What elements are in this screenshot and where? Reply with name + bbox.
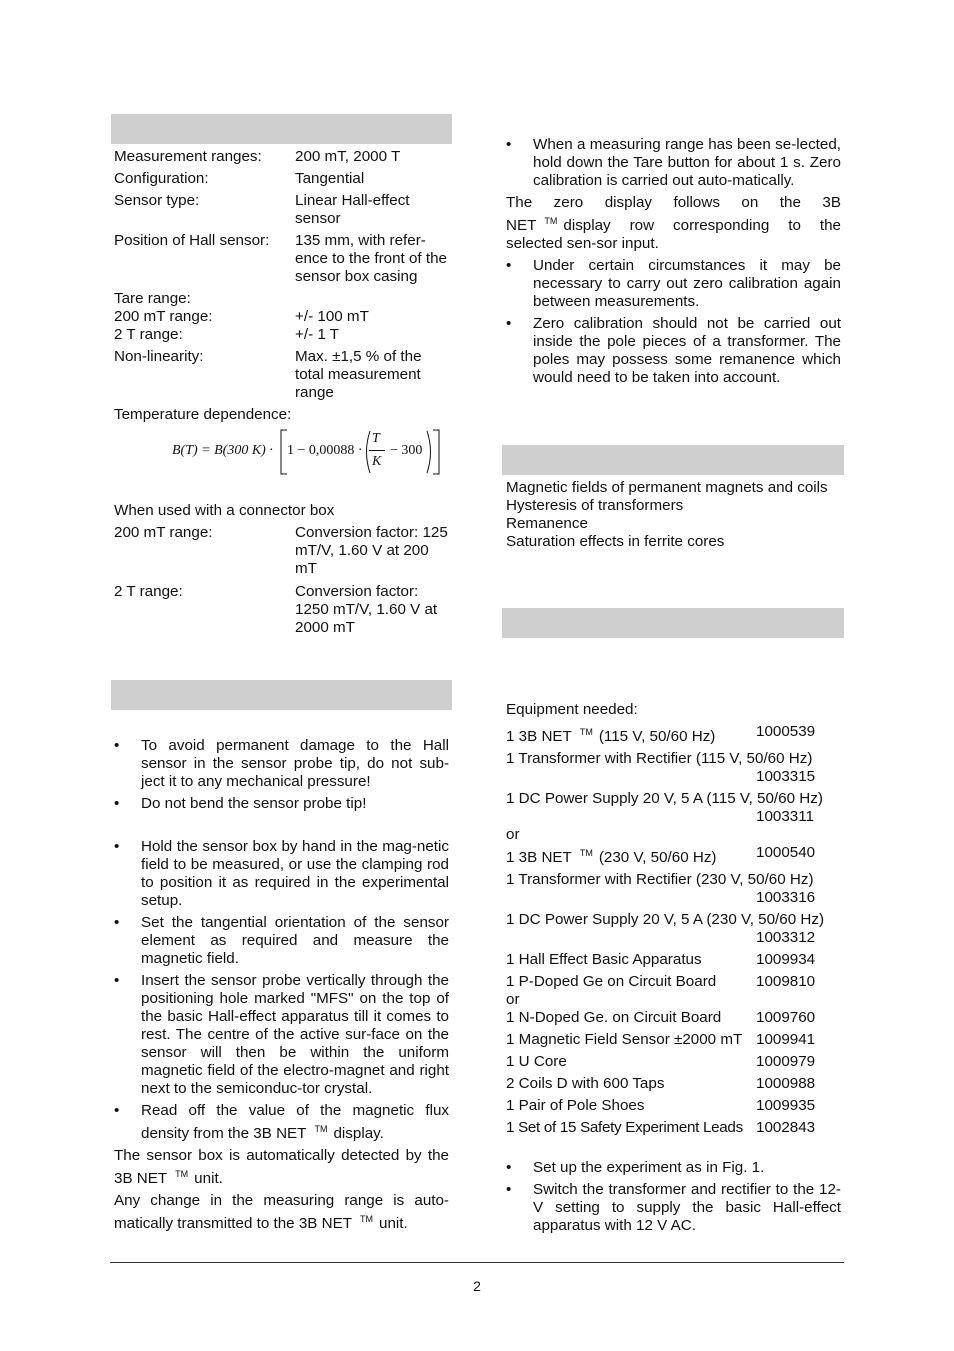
- equipment-name: 1 Pair of Pole Shoes: [506, 1097, 645, 1114]
- spec-label: 2 T range:: [114, 326, 183, 343]
- tare-item: • When a measuring range has been se-lected, hold down the Tare button for about 1 s. Zero calibration is carried out auto-matically.: [506, 136, 841, 190]
- zero-calibration-section: [506, 136, 841, 391]
- equipment-name: 1 N-Doped Ge. on Circuit Board: [506, 1009, 722, 1026]
- para-text-end: unit.: [194, 1170, 223, 1187]
- technical-data: [114, 148, 454, 424]
- fraction-numerator: T: [372, 431, 380, 446]
- equipment-code: 1009760: [756, 1009, 816, 1026]
- application-item: Saturation effects in ferrite cores: [506, 533, 725, 550]
- trademark: TM: [360, 1214, 374, 1224]
- spec-label: Configuration:: [114, 170, 209, 187]
- tare-label: Tare range:: [114, 290, 191, 307]
- equipment-code: 1009810: [756, 973, 816, 990]
- equipment-label: Equipment needed:: [506, 701, 638, 718]
- safety-item: • To avoid permanent damage to the Hall sensor in the sensor probe tip, do not sub-ject it to any mechanical pressure!: [114, 737, 449, 791]
- safety-section: [114, 737, 449, 817]
- spec-label: 2 T range:: [114, 583, 183, 600]
- setup-section: [506, 1159, 841, 1239]
- equipment-code: 1003311: [756, 808, 814, 825]
- connector-label: When used with a connector box: [114, 502, 335, 519]
- spec-label: Sensor type:: [114, 192, 200, 209]
- equipment-name-spec: (230 V, 50/60 Hz): [598, 849, 717, 866]
- equipment-name-text: 1 3B NET: [506, 728, 572, 745]
- operation-item: • Set the tangential orientation of the sensor element as required and measure the magnetic field.: [114, 914, 449, 968]
- fraction-bar: [369, 450, 385, 451]
- equipment-name: 1 DC Power Supply 20 V, 5 A (230 V, 50/60 Hz): [506, 911, 825, 928]
- zero-display-paragraph: [506, 194, 841, 253]
- equipment-name-text: 1 3B NET: [506, 849, 572, 866]
- spec-value: +/- 1 T: [295, 326, 340, 343]
- formula-lhs: B(T) = B(300 K) ·: [172, 443, 273, 458]
- section-bar-applications: [502, 445, 844, 475]
- equipment-code: 1009935: [756, 1097, 816, 1114]
- trademark: TM: [314, 1124, 328, 1134]
- footer-rule: [110, 1262, 844, 1263]
- temperature-label: Temperature dependence:: [114, 406, 292, 423]
- setup-item: • Switch the transformer and rectifier to the 12-V setting to supply the basic Hall-effect apparatus with 12 V AC.: [506, 1181, 841, 1235]
- spec-value: Linear Hall-effect sensor: [295, 192, 410, 227]
- page-number: 2: [473, 1278, 481, 1294]
- operation-item: [114, 1102, 449, 1143]
- application-item: Magnetic fields of permanent magnets and coils: [506, 479, 828, 496]
- fraction-denominator: K: [372, 454, 382, 469]
- operation-item: • Insert the sensor probe vertically through the positioning hole marked "MFS" on the top of the basic Hall-effect apparatus till it comes to rest. The centre of the active sur-face on the sensor will then be within the uniform magnetic field of the electro-magnet and right next to the semiconduc-tor crystal.: [114, 972, 449, 1098]
- equipment-name: 1 Transformer with Rectifier (115 V, 50/60 Hz): [506, 750, 813, 767]
- temperature-formula: [170, 428, 450, 476]
- section-bar-operation: [111, 680, 452, 710]
- trademark: TM: [579, 727, 593, 737]
- calibration-item: • Under certain circumstances it may be necessary to carry out zero calibration again between measurements.: [506, 257, 841, 311]
- spec-value: 200 mT, 2000 T: [295, 148, 401, 165]
- spec-label: Non-linearity:: [114, 348, 204, 365]
- equipment-name-spec: (115 V, 50/60 Hz): [598, 728, 716, 745]
- equipment-code: 1003316: [756, 889, 816, 906]
- application-item: Hysteresis of transformers: [506, 497, 684, 514]
- equipment-name: 1 P-Doped Ge on Circuit Board: [506, 973, 717, 990]
- equipment-code: 1009941: [756, 1031, 816, 1048]
- para-text: The sensor box is automatically detected by the 3B NET: [114, 1147, 449, 1187]
- trademark: TM: [544, 216, 558, 226]
- para-text: The zero display follows on the 3B NET: [506, 194, 841, 234]
- para-text: Any change in the measuring range is auto-matically transmitted to the 3B NET: [114, 1192, 449, 1232]
- spec-label: 200 mT range:: [114, 308, 213, 325]
- setup-item: • Set up the experiment as in Fig. 1.: [506, 1159, 841, 1177]
- operation-section: [114, 838, 449, 1233]
- or-label: or: [506, 991, 520, 1008]
- equipment-section: [506, 701, 846, 1141]
- equipment-name: 1 Transformer with Rectifier (230 V, 50/60 Hz): [506, 871, 814, 888]
- equipment-name: 2 Coils D with 600 Taps: [506, 1075, 665, 1092]
- safety-item: • Do not bend the sensor probe tip!: [114, 795, 449, 813]
- section-bar-technical-data: [111, 114, 452, 144]
- readoff-text-end: display.: [333, 1125, 384, 1142]
- equipment-name: [506, 844, 756, 867]
- or-label: or: [506, 826, 520, 843]
- equipment-code: 1003315: [756, 768, 816, 785]
- equipment-name: 1 DC Power Supply 20 V, 5 A (115 V, 50/60 Hz): [506, 790, 823, 807]
- equipment-name: 1 Hall Effect Basic Apparatus: [506, 951, 702, 968]
- equipment-code: 1009934: [756, 951, 816, 968]
- equipment-code: 1002843: [756, 1119, 816, 1136]
- formula-one: 1 − 0,00088 ·: [287, 443, 363, 458]
- formula-minus: − 300: [390, 443, 423, 458]
- spec-value: Max. ±1,5 % of the total measurement range: [295, 348, 422, 401]
- para-text-end: display row corresponding to the selected sen-sor input.: [506, 217, 841, 252]
- spec-value: 135 mm, with refer-ence to the front of the sensor box casing: [295, 232, 447, 285]
- spec-value: Tangential: [295, 170, 365, 187]
- spec-label: Measurement ranges:: [114, 148, 262, 165]
- application-item: Remanence: [506, 515, 588, 532]
- readoff-text: Read off the value of the magnetic flux density from the 3B NET: [141, 1102, 449, 1142]
- equipment-name: 1 Magnetic Field Sensor ±2000 mT: [506, 1031, 743, 1048]
- spec-label: Position of Hall sensor:: [114, 232, 270, 249]
- equipment-code: 1000988: [756, 1075, 816, 1092]
- right-bracket: [430, 428, 444, 476]
- trademark: TM: [175, 1169, 189, 1179]
- para-text-end: unit.: [379, 1215, 408, 1232]
- spec-value: Conversion factor: 1250 mT/V, 1.60 V at 2000 mT: [295, 583, 438, 636]
- connector-box-data: [114, 502, 454, 641]
- equipment-name: 1 Set of 15 Safety Experiment Leads: [506, 1119, 743, 1136]
- equipment-code: 1003312: [756, 929, 816, 946]
- spec-value: Conversion factor: 125 mT/V, 1.60 V at 200 mT: [295, 524, 448, 577]
- equipment-name: [506, 723, 756, 746]
- left-paren: [362, 430, 372, 474]
- auto-detect-paragraph: [114, 1147, 449, 1188]
- equipment-name: 1 U Core: [506, 1053, 567, 1070]
- equipment-code: 1000979: [756, 1053, 816, 1070]
- spec-label: 200 mT range:: [114, 524, 213, 541]
- operation-item: • Hold the sensor box by hand in the mag-netic field to be measured, or use the clamping rod to position it as required in the experimental setup.: [114, 838, 449, 910]
- trademark: TM: [579, 848, 593, 858]
- section-bar-experiment: [502, 608, 844, 638]
- equipment-code: 1000539: [756, 723, 816, 740]
- spec-value: +/- 100 mT: [295, 308, 369, 325]
- calibration-item: • Zero calibration should not be carried out inside the pole pieces of a transformer. The poles may possess some remanence which would need to be taken into account.: [506, 315, 841, 387]
- range-transmit-paragraph: [114, 1192, 449, 1233]
- applications-section: [506, 479, 841, 551]
- equipment-code: 1000540: [756, 844, 816, 861]
